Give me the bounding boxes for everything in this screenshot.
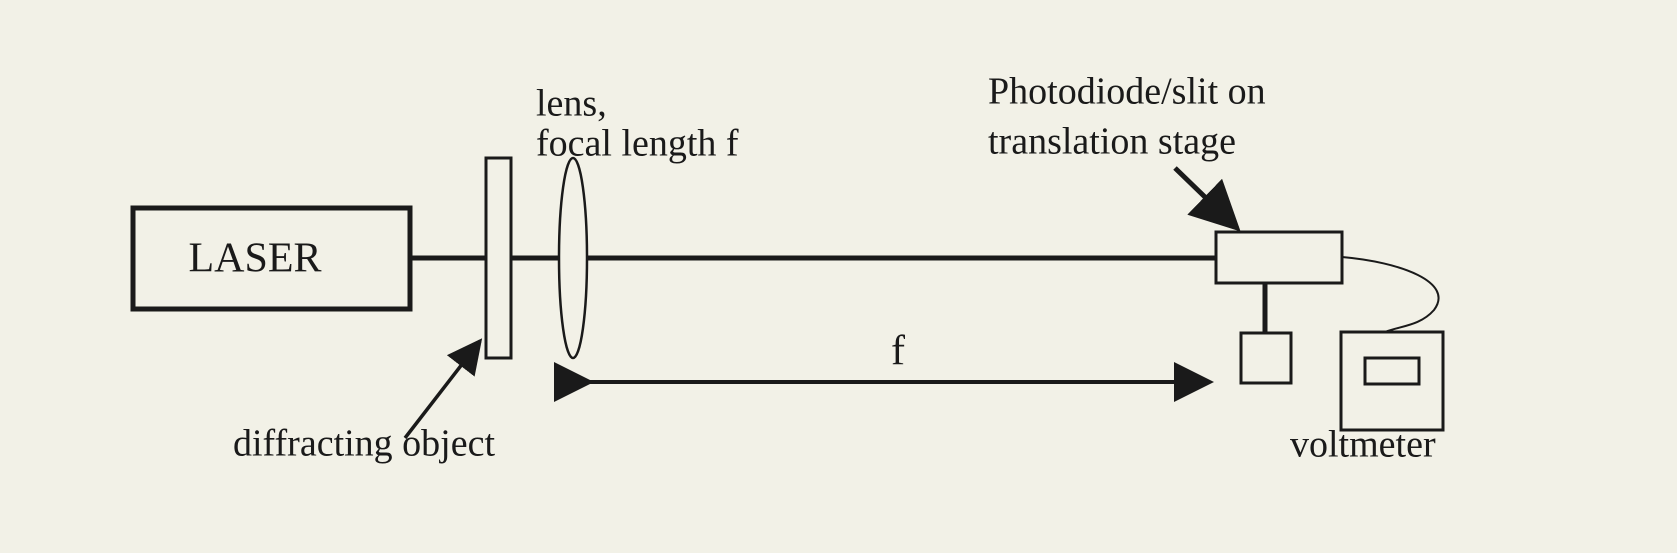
voltmeter-display <box>1365 358 1419 384</box>
photodiode-label-line1: Photodiode/slit on <box>988 70 1266 113</box>
distance-label: f <box>891 328 905 374</box>
laser-label: LASER <box>188 235 322 282</box>
voltmeter-box <box>1341 332 1443 430</box>
lens-label-line1: lens, <box>536 82 607 125</box>
voltmeter-cable <box>1342 257 1439 332</box>
voltmeter-label: voltmeter <box>1290 423 1436 466</box>
translation-stage-base <box>1241 333 1291 383</box>
lens <box>559 158 587 358</box>
photodiode-pointer <box>1175 168 1237 228</box>
photodiode-label-line2: translation stage <box>988 120 1236 163</box>
lens-label-line2: focal length f <box>536 122 739 165</box>
diffracting-object-label: diffracting object <box>233 422 496 465</box>
photodiode-slit <box>1216 232 1342 283</box>
diffracting-object <box>486 158 511 358</box>
